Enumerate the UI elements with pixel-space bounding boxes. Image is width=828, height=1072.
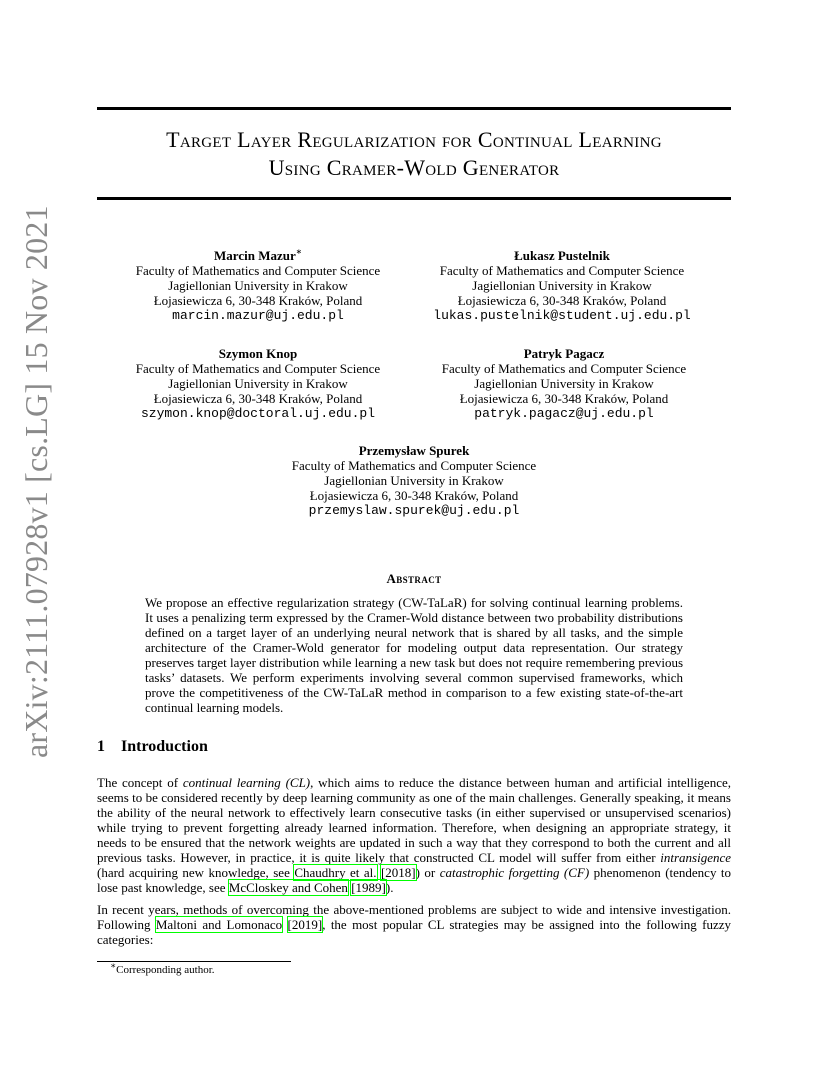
author-department: Faculty of Mathematics and Computer Science (135, 263, 381, 278)
author-email: lukas.pustelnik@student.uj.edu.pl (433, 308, 691, 323)
author-department: Faculty of Mathematics and Computer Science (135, 361, 381, 376)
author-university: Jagiellonian University in Krakow (168, 376, 348, 391)
citation-year-link[interactable]: [2019] (287, 917, 323, 932)
author-address: Łojasiewicza 6, 30-348 Kraków, Poland (153, 293, 363, 308)
abstract-text: We propose an effective regularization strategy (CW-TaLaR) for solving continual learning problems. It uses a penalizing term expressed by the Cramer-Wold distance between two probability distributions defined on a target layer of an underlying neural network that is shared by all tasks, and the simple architecture of the Cramer-Wold generator for modeling output data representation. Our strategy preserves target layer distribution while learning a new task but does not require remembering previous tasks’ datasets. We perform experiments involving several common supervised frameworks, which prove the competitiveness of the CW-TaLaR method in comparison to a few existing state-of-the-art continual learning models. (145, 595, 683, 715)
paper-title (97, 126, 731, 182)
author-address: Łojasiewicza 6, 30-348 Kraków, Poland (459, 391, 669, 406)
footnote-marker: ∗ (110, 960, 117, 971)
author-email: patryk.pagacz@uj.edu.pl (474, 406, 654, 421)
author-email: przemyslaw.spurek@uj.edu.pl (308, 503, 520, 518)
author-email: marcin.mazur@uj.edu.pl (172, 308, 344, 323)
footnote-marker: ∗ (295, 246, 302, 257)
emphasis: intransigence (660, 850, 731, 865)
title-rule-top (97, 107, 731, 110)
author-address: Łojasiewicza 6, 30-348 Kraków, Poland (153, 391, 363, 406)
author-university: Jagiellonian University in Krakow (474, 376, 654, 391)
author-block (98, 248, 418, 323)
citation-year-link[interactable]: [2018] (380, 865, 416, 880)
author-department: Faculty of Mathematics and Computer Science (439, 263, 685, 278)
author-block (402, 248, 722, 323)
author-name: Łukasz Pustelnik (514, 248, 610, 263)
footnote-text: Corresponding author. (116, 964, 215, 976)
emphasis: catastrophic forgetting (CF) (439, 865, 590, 880)
author-department: Faculty of Mathematics and Computer Science (441, 361, 687, 376)
citation-link[interactable]: McCloskey and Cohen (228, 880, 348, 895)
author-name: Marcin Mazur∗ (214, 246, 302, 263)
body-paragraph: The concept of continual learning (CL), which aims to reduce the distance between human and artificial intelligence, seems to be considered recently by deep learning community as one of the main challenges. Generally speaking, it means the ability of the neural network to effectively learn consecutive tasks (in either supervised or unsupervised scenarios) while trying to prevent forgetting already learned information. Therefore, when designing an appropriate strategy, it needs to be ensured that the network weights are updated in such a way that they correspond to both the current and all previous tasks. However, in practice, it is quite likely that constructed CL model will suffer from either intransigence (hard acquiring new knowledge, see Chaudhry et al. [2018]) or catastrophic forgetting (CF) phenomenon (tendency to lose past knowledge, see McCloskey and Cohen [1989]). (97, 775, 732, 895)
author-name: Przemysław Spurek (358, 443, 470, 458)
title-line-1: Target Layer Regularization for Continual Learning (166, 127, 662, 152)
author-address: Łojasiewicza 6, 30-348 Kraków, Poland (457, 293, 667, 308)
title-rule-bottom (97, 197, 731, 200)
arxiv-identifier-stamp: arXiv:2111.07928v1 [cs.LG] 15 Nov 2021 (18, 205, 54, 758)
author-name: Patryk Pagacz (523, 346, 605, 361)
section-title: Introduction (121, 738, 208, 755)
author-university: Jagiellonian University in Krakow (472, 278, 652, 293)
author-email: szymon.knop@doctoral.uj.edu.pl (140, 406, 376, 421)
footnote (110, 960, 215, 977)
citation-link[interactable]: Maltoni and Lomonaco (155, 917, 283, 932)
citation-year-link[interactable]: [1989] (351, 880, 386, 895)
author-name: Szymon Knop (218, 346, 298, 361)
author-block (98, 346, 418, 421)
body-paragraph: In recent years, methods of overcoming the above-mentioned problems are subject to wide and intensive investigation. Following Maltoni and Lomonaco [2019], the most popular CL strategies may be assigned into the following fuzzy categories: (97, 902, 732, 947)
author-block (254, 443, 574, 518)
author-department: Faculty of Mathematics and Computer Science (291, 458, 537, 473)
emphasis: continual learning (CL) (182, 775, 311, 790)
footnote-rule (97, 961, 291, 962)
title-line-2: Using Cramer-Wold Generator (268, 155, 560, 180)
section-heading (97, 738, 208, 756)
author-address: Łojasiewicza 6, 30-348 Kraków, Poland (309, 488, 519, 503)
section-number: 1 (97, 738, 105, 755)
author-university: Jagiellonian University in Krakow (168, 278, 348, 293)
author-block (404, 346, 724, 421)
author-university: Jagiellonian University in Krakow (324, 473, 504, 488)
citation-link[interactable]: Chaudhry et al. (294, 865, 377, 880)
abstract-heading: Abstract (386, 571, 442, 586)
